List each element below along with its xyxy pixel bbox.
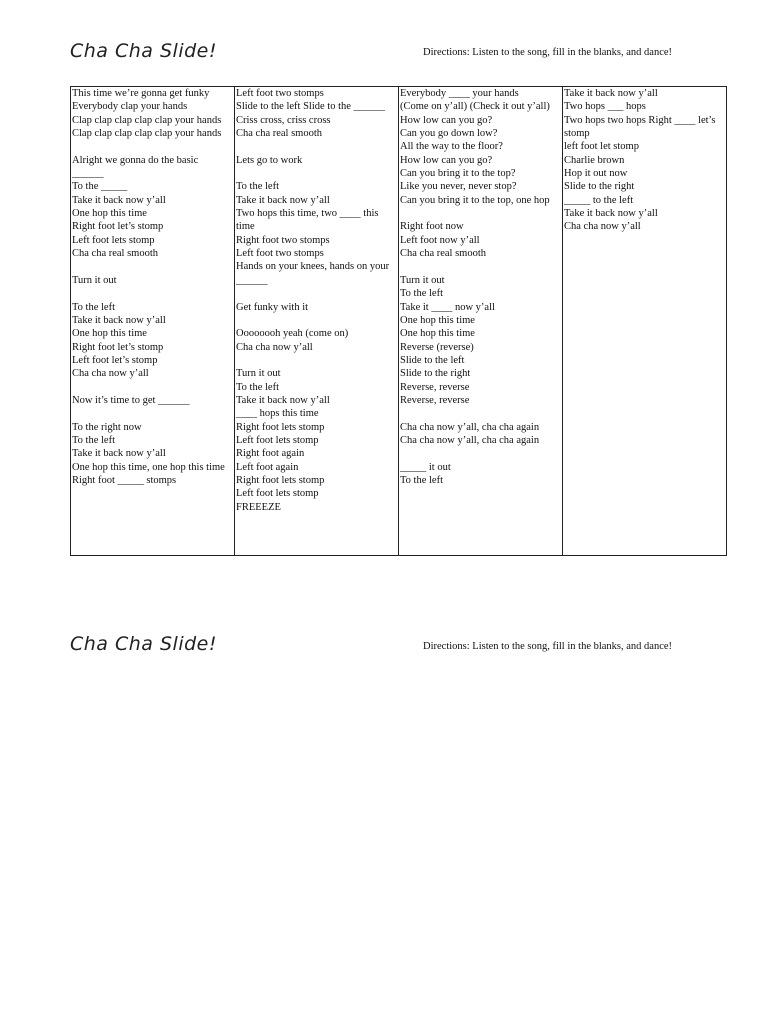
lyric-line: To the left (72, 301, 115, 313)
lyric-line: ______ (72, 168, 104, 180)
lyric-line: Left foot now y’all (400, 234, 480, 246)
lyrics-column-3 (399, 87, 563, 556)
lyric-line: Turn it out (72, 274, 117, 286)
lyric-line (400, 260, 561, 273)
lyric-line: Criss cross, criss cross (236, 114, 331, 126)
lyric-line (72, 287, 233, 300)
lyric-line: _____ to the left (564, 194, 634, 206)
lyric-line: Take it back now y’all (564, 88, 658, 99)
lyric-line: Cha cha now y’all (72, 368, 149, 380)
lyric-line: Turn it out (400, 274, 445, 286)
lyric-line: One hop this time (72, 328, 147, 340)
lyric-line: Take it back now y’all (72, 194, 166, 206)
lyric-line: Like you never, never stop? (400, 181, 517, 193)
lyric-line: (Come on y’all) (Check it out y’all) (400, 101, 550, 113)
lyric-line: Hands on your knees, hands on your ______ (236, 261, 390, 286)
lyric-line: To the left (236, 181, 279, 193)
lyric-line: Slide to the left (400, 354, 465, 366)
lyric-line: Left foot lets stomp (236, 434, 319, 446)
lyric-line: _____ it out (400, 461, 451, 473)
lyric-line: Cha cha now y’all, cha cha again (400, 421, 540, 433)
lyric-line: Cha cha real smooth (72, 248, 159, 260)
lyric-line: ____ hops this time (236, 408, 319, 420)
lyric-line: Two hops this time, two ____ this time (236, 208, 379, 233)
lyric-line (236, 314, 397, 327)
lyric-line: To the left (236, 381, 279, 393)
lyric-line (72, 260, 233, 273)
lyric-line (236, 354, 397, 367)
lyric-line: One hop this time (72, 208, 147, 220)
lyric-line: Can you bring it to the top, one hop (400, 194, 550, 206)
lyric-line (400, 407, 561, 420)
lyric-line: Lets go to work (236, 154, 303, 166)
lyric-line: Everybody ____ your hands (400, 88, 519, 99)
lyric-line (236, 287, 397, 300)
lyric-line: Right foot two stomps (236, 234, 330, 246)
lyric-line: Right foot lets stomp (236, 421, 325, 433)
lyric-line: Slide to the right (564, 181, 635, 193)
lyric-line: One hop this time (400, 328, 475, 340)
lyric-line (236, 167, 397, 180)
lyric-line: Right foot now (400, 221, 464, 233)
lyric-line: Now it’s time to get ______ (72, 394, 190, 406)
lyrics-table (70, 86, 727, 556)
page-title-2: Cha Cha Slide! (70, 633, 217, 655)
lyric-line: One hop this time, one hop this time (72, 461, 225, 473)
lyric-line: Cha cha real smooth (236, 128, 323, 140)
lyric-line: This time we’re gonna get funky (72, 88, 210, 99)
lyric-line: Left foot lets stomp (236, 488, 319, 500)
lyric-line: Everybody clap your hands (72, 101, 188, 113)
page-title: Cha Cha Slide! (70, 40, 217, 62)
lyric-line: Take it ____ now y’all (400, 301, 495, 313)
lyric-line: Get funky with it (236, 301, 309, 313)
lyric-line: Clap clap clap clap clap your hands (72, 114, 222, 126)
lyric-line: Cha cha now y’all, cha cha again (400, 434, 540, 446)
lyric-line: Take it back now y’all (564, 208, 658, 220)
lyric-line: To the _____ (72, 181, 128, 193)
lyric-line: How low can you go? (400, 154, 493, 166)
lyrics-column-2 (235, 87, 399, 556)
lyrics-column-1 (71, 87, 235, 556)
lyric-line (400, 207, 561, 220)
directions-text-2: Directions: Listen to the song, fill in the blanks, and dance! (423, 641, 673, 652)
lyric-line (400, 447, 561, 460)
lyric-line: Two hops ___ hops (564, 101, 646, 113)
lyric-line: Can you go down low? (400, 128, 498, 140)
lyrics-row (71, 87, 727, 556)
lyric-line: left foot let stomp (564, 141, 639, 153)
lyric-line (72, 140, 233, 153)
lyric-line: Hop it out now (564, 168, 628, 180)
lyric-line: Turn it out (236, 368, 281, 380)
lyric-line: Can you bring it to the top? (400, 168, 516, 180)
lyric-line: How low can you go? (400, 114, 493, 126)
lyric-line: Right foot let’s stomp (72, 341, 164, 353)
lyric-line: To the right now (72, 421, 142, 433)
lyric-line: Take it back now y’all (72, 314, 166, 326)
lyric-line (236, 140, 397, 153)
lyric-line: Reverse (reverse) (400, 341, 474, 353)
lyric-line: Take it back now y’all (236, 394, 330, 406)
lyric-line: Right foot let’s stomp (72, 221, 164, 233)
lyric-line: Left foot two stomps (236, 88, 324, 99)
lyric-line: To the left (400, 474, 443, 486)
lyric-line: Take it back now y’all (236, 194, 330, 206)
lyric-line: Slide to the right (400, 368, 471, 380)
lyric-line: Clap clap clap clap clap your hands (72, 128, 222, 140)
lyric-line: Reverse, reverse (400, 394, 470, 406)
lyric-line (72, 381, 233, 394)
directions-text: Directions: Listen to the song, fill in the blanks, and dance! (423, 47, 673, 58)
lyric-line: To the left (72, 434, 115, 446)
lyric-line: Reverse, reverse (400, 381, 470, 393)
lyric-line: Oooooooh yeah (come on) (236, 328, 349, 340)
lyric-line: Cha cha now y’all (564, 221, 641, 233)
lyric-line: Slide to the left Slide to the ______ (236, 101, 386, 113)
lyric-line: Right foot lets stomp (236, 474, 325, 486)
lyric-line: FREEEZE (236, 501, 281, 513)
lyric-line: Right foot again (236, 448, 305, 460)
lyric-line: To the left (400, 288, 443, 300)
lyric-line: Left foot two stomps (236, 248, 324, 260)
lyric-line: Charlie brown (564, 154, 625, 166)
lyric-line: Cha cha real smooth (400, 248, 487, 260)
lyric-line: Left foot lets stomp (72, 234, 155, 246)
lyric-line: Left foot again (236, 461, 299, 473)
lyric-line: One hop this time (400, 314, 475, 326)
lyrics-column-4 (563, 87, 727, 556)
lyric-line: Take it back now y’all (72, 448, 166, 460)
lyric-line: Alright we gonna do the basic (72, 154, 199, 166)
lyric-line: Right foot _____ stomps (72, 474, 177, 486)
lyric-line: Two hops two hops Right ____ let’s stomp (564, 114, 716, 140)
lyric-line: All the way to the floor? (400, 141, 503, 153)
lyric-line: Left foot let’s stomp (72, 354, 158, 366)
lyric-line: Cha cha now y’all (236, 341, 313, 353)
lyric-line (72, 407, 233, 420)
